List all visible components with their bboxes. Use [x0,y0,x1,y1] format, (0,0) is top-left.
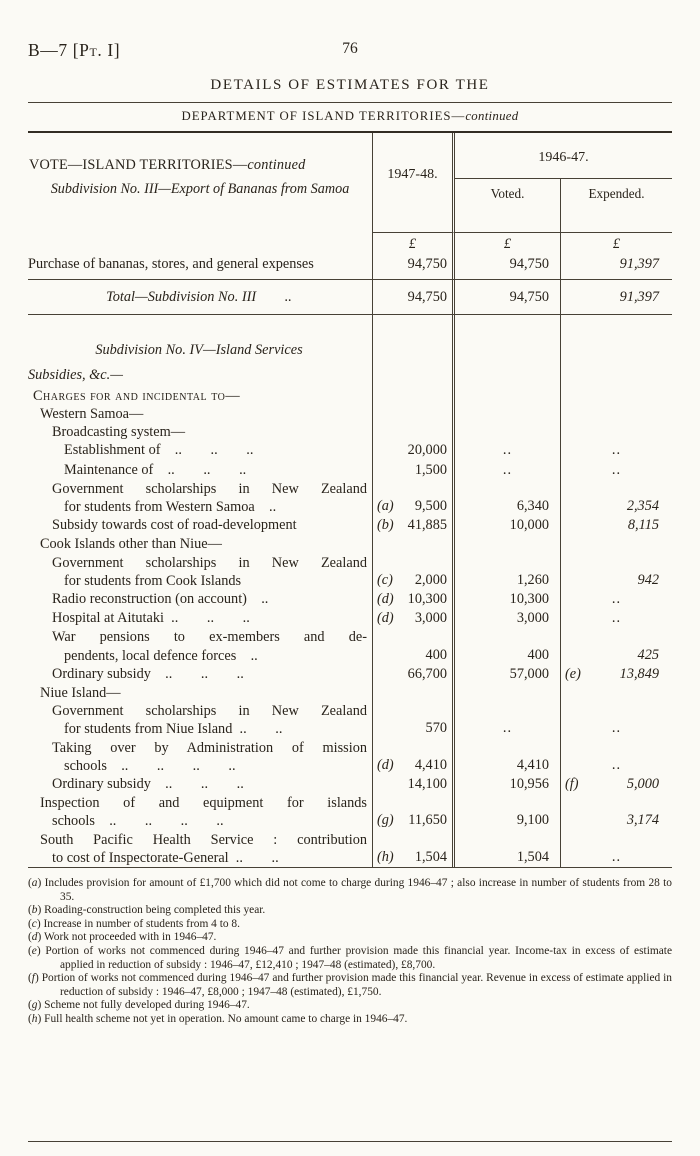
footnote-ref: (g) [377,812,394,829]
amount-cell [372,341,455,359]
amount-cell [372,461,455,480]
table-row [28,441,672,460]
amount-cell [372,366,455,384]
page-subtitle [0,109,700,124]
amount-cell [372,702,455,738]
col-header-1946-47: 1946-47. [455,133,672,179]
amount-value: 1,500 [414,461,447,478]
table-row [28,739,672,775]
item-label: to cost of Inspectorate-General .. .. [52,849,279,866]
col-header-expended: Expended. [560,179,672,232]
amount-value: 2,354 [626,498,659,515]
page-subtitle-continued: continued [465,109,519,123]
footnote: (c) Increase in number of students from 4 to 8. [28,917,240,930]
footnote-ref: (e) [565,665,581,682]
amount-cell [372,794,455,830]
amount-cell [372,775,455,794]
footnote-letter: (d) [28,931,42,944]
page-header-line [28,40,672,62]
amount-value: 10,000 [509,517,549,534]
amount-value: 91,397 [619,256,659,272]
footnote-ref: (h) [377,848,394,865]
footnote-letter: (f) [28,972,39,985]
description-cell [28,341,372,359]
table-row [28,590,672,609]
item-label: for students from Cook Islands [64,572,242,589]
amount-value: 570 [425,720,447,737]
description-cell [28,461,372,480]
table-row [28,535,672,553]
amount-cell [455,609,560,628]
amount-cell [372,739,455,775]
footnote-letter: (c) [28,917,41,930]
total-row [28,279,672,315]
subdivision-heading: Subdivision No. IV—Island Services [95,342,303,359]
table-row [28,794,672,830]
amount-value: 91,397 [619,289,659,306]
amount-cell: .. [560,739,672,775]
table-row [28,255,672,274]
description-cell [28,255,372,274]
table-row [28,387,672,405]
group-label: Charges for and incidental to— [33,387,241,404]
description-cell [28,609,372,628]
footnote-ref: (d) [377,591,394,608]
amount-cell [455,366,560,384]
description-cell [28,684,372,702]
description-cell [28,387,372,405]
item-label: Establishment of .. .. .. [64,442,254,459]
table-row [28,423,672,441]
amount-cell [372,255,455,274]
amount-cell [455,280,560,314]
description-cell [28,628,372,664]
amount-cell [372,423,455,441]
footnote: (d) Work not proceeded with in 1946–47. [28,931,217,944]
group-label: Cook Islands other than Niue— [40,536,222,553]
currency-symbol: £ [560,233,672,255]
description-cell [28,480,372,516]
description-cell [28,233,372,255]
amount-cell [560,274,672,279]
amount-cell [372,274,455,279]
amount-cell [560,280,672,314]
footnote-letter: (a) [28,877,42,890]
amount-value: 4,410 [414,756,447,773]
amount-value: 94,750 [509,256,549,272]
amount-value: 2,000 [414,571,447,588]
amount-cell [455,775,560,794]
item-label: Maintenance of .. .. .. [64,461,247,478]
amount-cell [560,387,672,405]
footnote: (b) Roading-construction being completed this year. [28,904,266,917]
description-cell [28,775,372,794]
col-subheaders [455,179,672,232]
amount-cell [455,684,560,702]
group-label: Niue Island— [40,685,121,702]
amount-cell [455,341,560,359]
amount-cell [455,665,560,684]
footnote: (e) Portion of works not commenced during 1946–47 and further provision made this financial year. Income-tax in excess of estimate applied in reduction of subsidy : 1946–47, £12,410 ; 1947–48 (estimated), £8,700. [28,945,672,971]
amount-cell [372,831,455,867]
amount-value: 3,000 [414,610,447,627]
amount-cell [560,341,672,359]
amount-value: 13,849 [619,665,659,682]
amount-value: 3,174 [626,812,659,829]
group-label: Subsidies, &c.— [28,366,123,383]
item-label: for students from Western Samoa .. [64,499,277,516]
amount-cell [455,405,560,423]
description-cell [28,702,372,738]
footnote-letter: (e) [28,945,41,958]
subdivision-iii-heading: Subdivision No. III—Export of Bananas from Samoa [50,181,350,197]
amount-cell [455,590,560,609]
table-body [28,233,672,867]
amount-value: 41,885 [407,517,447,534]
amount-value: 1,504 [516,848,549,865]
title-rule [28,102,672,103]
amount-value: 9,500 [414,498,447,515]
amount-value: 400 [527,646,549,663]
amount-cell [560,516,672,535]
item-label: Taking over by Administration of mission [52,739,367,756]
table-row [28,702,672,738]
amount-cell [372,516,455,535]
item-label: Purchase of bananas, stores, and general expenses [28,256,314,272]
amount-value: 20,000 [407,442,447,459]
amount-cell [560,255,672,274]
table-row [28,341,672,359]
amount-cell [372,441,455,460]
amount-cell [560,684,672,702]
amount-cell [455,794,560,830]
table-row [28,831,672,867]
footnote-ref: (f) [565,776,579,793]
amount-cell [560,775,672,794]
footnote-ref: (a) [377,498,394,515]
table-row [28,233,672,255]
amount-cell [560,628,672,664]
footnote: (a) Includes provision for amount of £1,700 which did not come to charge during 1946–47 ; also increase in number of students from 28 to 35. [28,877,672,903]
amount-cell: .. [560,702,672,738]
description-cell [28,794,372,830]
col-group-1946-47 [455,133,672,233]
footnote-ref: (c) [377,571,393,588]
amount-cell [372,665,455,684]
amount-cell [560,405,672,423]
amount-cell [455,480,560,516]
table-row [28,405,672,423]
footnote: (f) Portion of works not commenced during 1946–47 and further provision made this financial year. Revenue in excess of estimate applied in reduction of subsidy : 1946–47, £8,000 ; 1947–48 (estimated), £1,750. [28,972,672,998]
amount-cell [372,628,455,664]
table-row [28,628,672,664]
amount-cell [372,590,455,609]
amount-cell [455,628,560,664]
footnote-ref: (b) [377,517,394,534]
vote-header [28,157,372,174]
amount-cell [560,366,672,384]
amount-value: 1,260 [516,571,549,588]
spacer-row [28,274,672,279]
amount-cell: .. [560,609,672,628]
description-cell [28,405,372,423]
amount-value: 11,650 [408,812,447,829]
amount-value: 10,300 [407,591,447,608]
amount-value: 66,700 [407,665,447,682]
item-label: schools .. .. .. .. [64,757,236,774]
currency-symbol: £ [372,233,455,255]
item-label: Ordinary subsidy .. .. .. [52,776,244,793]
description-cell [28,441,372,460]
description-cell [28,590,372,609]
description-cell [28,535,372,553]
footnote-letter: (h) [28,1013,42,1026]
amount-value: 10,956 [509,776,549,793]
description-header-cell [28,133,372,233]
amount-cell [455,739,560,775]
spacer-row [28,315,672,341]
description-cell [28,831,372,867]
amount-value: 3,000 [516,610,549,627]
item-label: pendents, local defence forces .. [64,647,258,664]
amount-cell [560,480,672,516]
table-row [28,684,672,702]
group-label: Western Samoa— [40,406,144,423]
amount-cell: .. [560,831,672,867]
bottom-rule [28,1141,672,1142]
page-number: 76 [342,40,358,57]
amount-cell [455,315,560,341]
description-cell [28,739,372,775]
amount-cell [455,535,560,553]
amount-cell: .. [502,442,513,459]
table-row [28,665,672,684]
amount-cell [372,684,455,702]
amount-cell: .. [502,720,513,737]
document-reference: B—7 [Pt. I] [28,40,121,60]
document-page [0,40,700,1156]
table-row [28,609,672,628]
amount-cell [372,315,455,341]
item-label: Government scholarships in New Zealand [52,554,367,571]
footnote: (g) Scheme not fully developed during 1946–47. [28,999,250,1012]
footnote-letter: (b) [28,904,42,917]
amount-value: 9,100 [516,812,549,829]
col-header-voted: Voted. [490,186,525,201]
item-label: South Pacific Health Service : contribution [40,831,367,848]
amount-value: 94,750 [509,289,549,306]
item-label: Radio reconstruction (on account) .. [52,591,269,608]
amount-cell [372,387,455,405]
amount-cell [455,516,560,535]
description-cell [28,516,372,535]
amount-cell [560,535,672,553]
group-label: Broadcasting system— [52,424,186,441]
description-cell [28,423,372,441]
amount-value: 4,410 [516,756,549,773]
description-cell [28,366,372,384]
amount-cell: .. [560,461,672,480]
table-row [28,554,672,590]
table-header [28,133,672,233]
table-row [28,516,672,535]
vote-header-continued: continued [247,157,306,173]
amount-cell [560,665,672,684]
amount-cell: .. [560,590,672,609]
page-title: DETAILS OF ESTIMATES FOR THE [210,77,490,93]
amount-cell [455,831,560,867]
amount-cell [372,609,455,628]
amount-cell [372,480,455,516]
item-label: for students from Niue Island .. .. [64,721,283,738]
amount-cell: .. [502,461,513,478]
description-cell [28,315,372,341]
amount-cell [455,387,560,405]
amount-cell [560,554,672,590]
item-label: Government scholarships in New Zealand [52,703,367,720]
amount-cell [455,423,560,441]
description-cell [28,554,372,590]
estimates-table [28,131,672,868]
amount-cell [372,405,455,423]
item-label: Subsidy towards cost of road-development [52,517,297,534]
amount-value: 14,100 [407,776,447,793]
amount-value: 94,750 [407,256,447,272]
table-row [28,366,672,384]
amount-value: 5,000 [626,776,659,793]
description-cell [28,274,372,279]
amount-cell [372,280,455,314]
footnote-ref: (d) [377,756,394,773]
description-cell [28,665,372,684]
amount-cell [372,554,455,590]
amount-cell: .. [560,441,672,460]
item-label: War pensions to ex-members and de- [52,629,367,646]
amount-value: 10,300 [509,591,549,608]
amount-value: 942 [637,571,659,588]
vote-header-text: VOTE—ISLAND TERRITORIES— [29,157,248,173]
amount-cell [372,535,455,553]
table-row [28,480,672,516]
amount-value: 1,504 [414,848,447,865]
item-label: Government scholarships in New Zealand [52,480,367,497]
item-label: schools .. .. .. .. [52,813,224,830]
table-row [28,775,672,794]
currency-symbol: £ [503,235,512,252]
footnote-ref: (d) [377,610,394,627]
amount-cell [455,255,560,274]
amount-value: 8,115 [627,517,659,534]
amount-cell [560,423,672,441]
amount-value: 400 [425,646,447,663]
page-subtitle-text: DEPARTMENT OF ISLAND TERRITORIES— [181,109,466,123]
item-label: Inspection of and equipment for islands [40,795,367,812]
item-label: Ordinary subsidy .. .. .. [52,665,244,682]
footnote-letter: (g) [28,999,42,1012]
table-row [28,461,672,480]
amount-cell [455,274,560,279]
amount-cell [455,554,560,590]
col-header-1947-48: 1947-48. [372,133,455,233]
amount-cell [560,794,672,830]
item-label: Hospital at Aitutaki .. .. .. [52,610,250,627]
amount-value: 94,750 [407,289,447,306]
amount-value: 425 [637,646,659,663]
footnote: (h) Full health scheme not yet in operation. No amount came to charge in 1946–47. [28,1013,408,1026]
description-cell [28,280,372,314]
footnotes-section [28,877,672,1027]
total-label: Total—Subdivision No. III .. [106,289,292,306]
amount-value: 57,000 [509,665,549,682]
amount-cell [560,315,672,341]
amount-value: 6,340 [516,498,549,515]
